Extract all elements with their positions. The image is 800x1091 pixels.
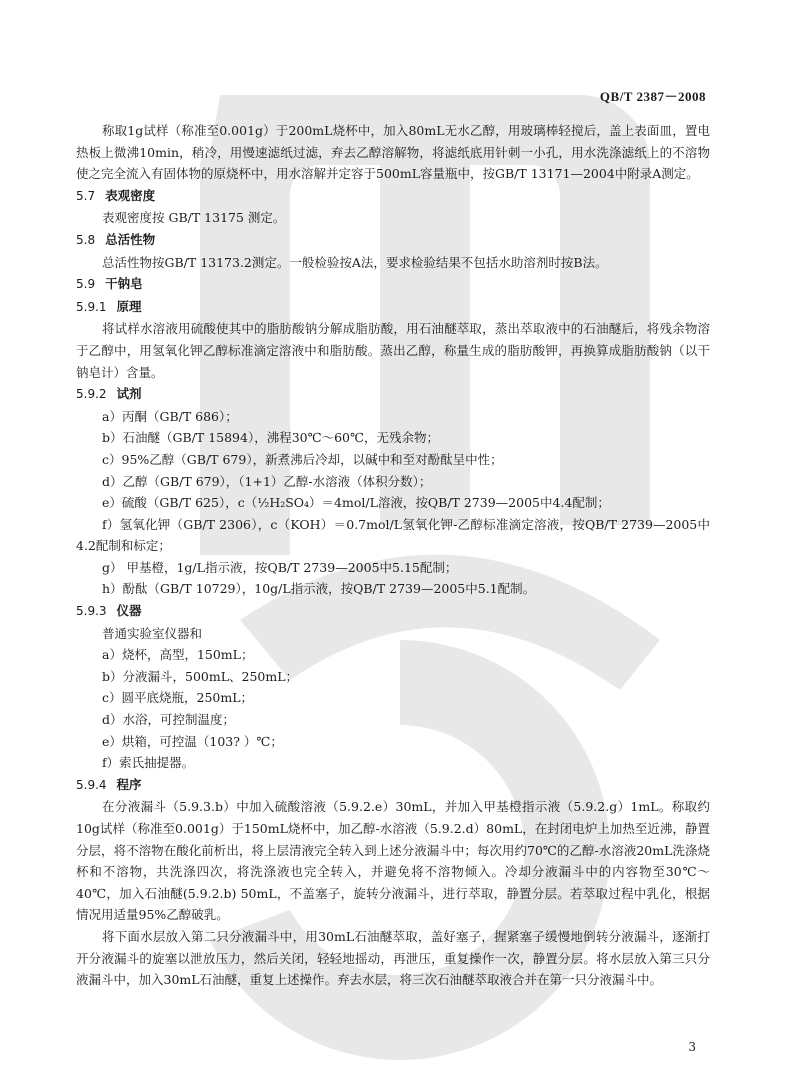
section-5-9-1-heading	[76, 296, 710, 319]
section-5-9-3-heading	[76, 600, 710, 623]
apparatus-intro: 普通实验室仪器和	[102, 625, 203, 641]
section-5-7-heading	[76, 185, 710, 208]
apparatus-item: d）水浴，可控制温度；	[102, 712, 236, 728]
section-number: 5.9	[76, 277, 96, 292]
section-title: 干钠皂	[105, 276, 143, 292]
document-body	[76, 120, 710, 991]
reagent-item: g） 甲基橙，1g/L指示液，按QB/T 2739—2005中5.15配制；	[102, 559, 458, 575]
procedure-paragraph: 在分液漏斗（5.9.3.b）中加入硫酸溶液（5.9.2.e）30mL，并加入甲基橙指示液（5.9.2.g）1mL。称取约10g试样（称准至0.001g）于150mL烧杯中，加乙醇-水溶液（5.9.2.d）80mL，在封闭电炉上加热至近沸，静置分层，将不溶物在酸化前析出，将上层清液完全转入到上述分液漏斗中；每次用约70℃的乙醇-水溶液20mL洗涤烧杯和不溶物，共洗涤四次，将洗涤液也完全转入，并避免将不溶物倾入。冷却分液漏斗中的内容物至30℃～40℃，加入石油醚(5.9.2.b) 50mL，不盖塞子，旋转分液漏斗，进行萃取，静置分层。若萃取过程中乳化，根据情况用适量95%乙醇破乳。	[76, 799, 710, 923]
section-5-7-text: 表观密度按 GB/T 13175 测定。	[102, 210, 286, 226]
section-number: 5.9.2	[76, 387, 107, 402]
section-title: 原理	[116, 298, 142, 314]
section-5-9-4-heading	[76, 774, 710, 797]
section-number: 5.7	[76, 188, 96, 203]
section-title: 试剂	[116, 386, 142, 402]
reagent-item: e）硫酸（GB/T 625），c（½H₂SO₄）＝4mol/L溶液，按QB/T 2739—2005中4.4配制；	[102, 495, 610, 511]
reagent-item: c）95%乙醇（GB/T 679），新煮沸后冷却，以碱中和至对酚酞呈中性；	[102, 451, 503, 467]
intro-paragraph: 称取1g试样（称准至0.001g）于200mL烧杯中，加入80mL无水乙醇，用玻璃棒轻搅后，盖上表面皿，置电热板上微沸10min，稍冷，用慢速滤纸过滤，弃去乙醇溶解物，将滤纸底用针刺一小孔，用水洗涤滤纸上的不溶物使之完全流入有固体物的原烧杯中，用水溶解并定容于500mL容量瓶中，按GB/T 13171—2004中附录A测定。	[76, 123, 710, 182]
section-number: 5.9.3	[76, 604, 107, 619]
section-title: 表观密度	[105, 187, 156, 203]
page-number: 3	[688, 1040, 696, 1054]
apparatus-item: a）烧杯，高型，150mL；	[102, 647, 254, 663]
reagent-item: b）石油醚（GB/T 15894），沸程30℃～60℃，无残余物；	[102, 430, 439, 446]
section-number: 5.9.1	[76, 299, 107, 314]
section-title: 程序	[116, 776, 142, 792]
reagent-item: a）丙酮（GB/T 686）；	[102, 408, 238, 424]
section-title: 仪器	[116, 603, 142, 619]
reagent-item: f）氢氧化钾（GB/T 2306），c（KOH）＝0.7mol/L氢氧化钾-乙醇标准滴定溶液，按QB/T 2739—2005中4.2配制和标定；	[76, 516, 710, 554]
section-title: 总活性物	[105, 231, 156, 247]
reagent-item: h）酚酞（GB/T 10729），10g/L指示液，按QB/T 2739—2005中5.1配制。	[102, 581, 536, 597]
apparatus-item: e）烘箱，可控温（103? ）℃；	[102, 733, 283, 749]
reagent-item: d）乙醇（GB/T 679），（1+1）乙醇-水溶液（体积分数）；	[102, 473, 432, 489]
section-5-9-2-heading	[76, 383, 710, 406]
section-number: 5.8	[76, 232, 96, 247]
procedure-paragraph: 将下面水层放入第二只分液漏斗中，用30mL石油醚萃取，盖好塞子，握紧塞子缓慢地倒转分液漏斗，逐渐打开分液漏斗的旋塞以泄放压力，然后关闭，轻轻地摇动，再泄压，重复操作一次，静置分层。将水层放入第三只分液漏斗中，加入30mL石油醚，重复上述操作。弃去水层，将三次石油醚萃取液合并在第一只分液漏斗中。	[76, 928, 710, 988]
section-5-8-text: 总活性物按GB/T 13173.2测定。一般检验按A法，要求检验结果不包括水助溶剂时按B法。	[102, 254, 608, 270]
section-5-8-heading	[76, 229, 710, 252]
section-number: 5.9.4	[76, 777, 107, 792]
apparatus-item: c）圆平底烧瓶，250mL；	[102, 690, 254, 706]
apparatus-item: b）分液漏斗，500mL、250mL；	[102, 668, 299, 684]
apparatus-item: f）索氏抽提器。	[102, 755, 195, 771]
section-5-9-1-text: 将试样水溶液用硫酸使其中的脂肪酸钠分解成脂肪酸，用石油醚萃取，蒸出萃取液中的石油醚后，将残余物溶于乙醇中，用氢氧化钾乙醇标准滴定溶液中和脂肪酸。蒸出乙醇，称量生成的脂肪酸钾，再换算成脂肪酸钠（以干钠皂计）含量。	[76, 321, 710, 380]
standard-number: QB/T 2387－2008	[599, 89, 706, 104]
section-5-9-heading	[76, 273, 710, 296]
